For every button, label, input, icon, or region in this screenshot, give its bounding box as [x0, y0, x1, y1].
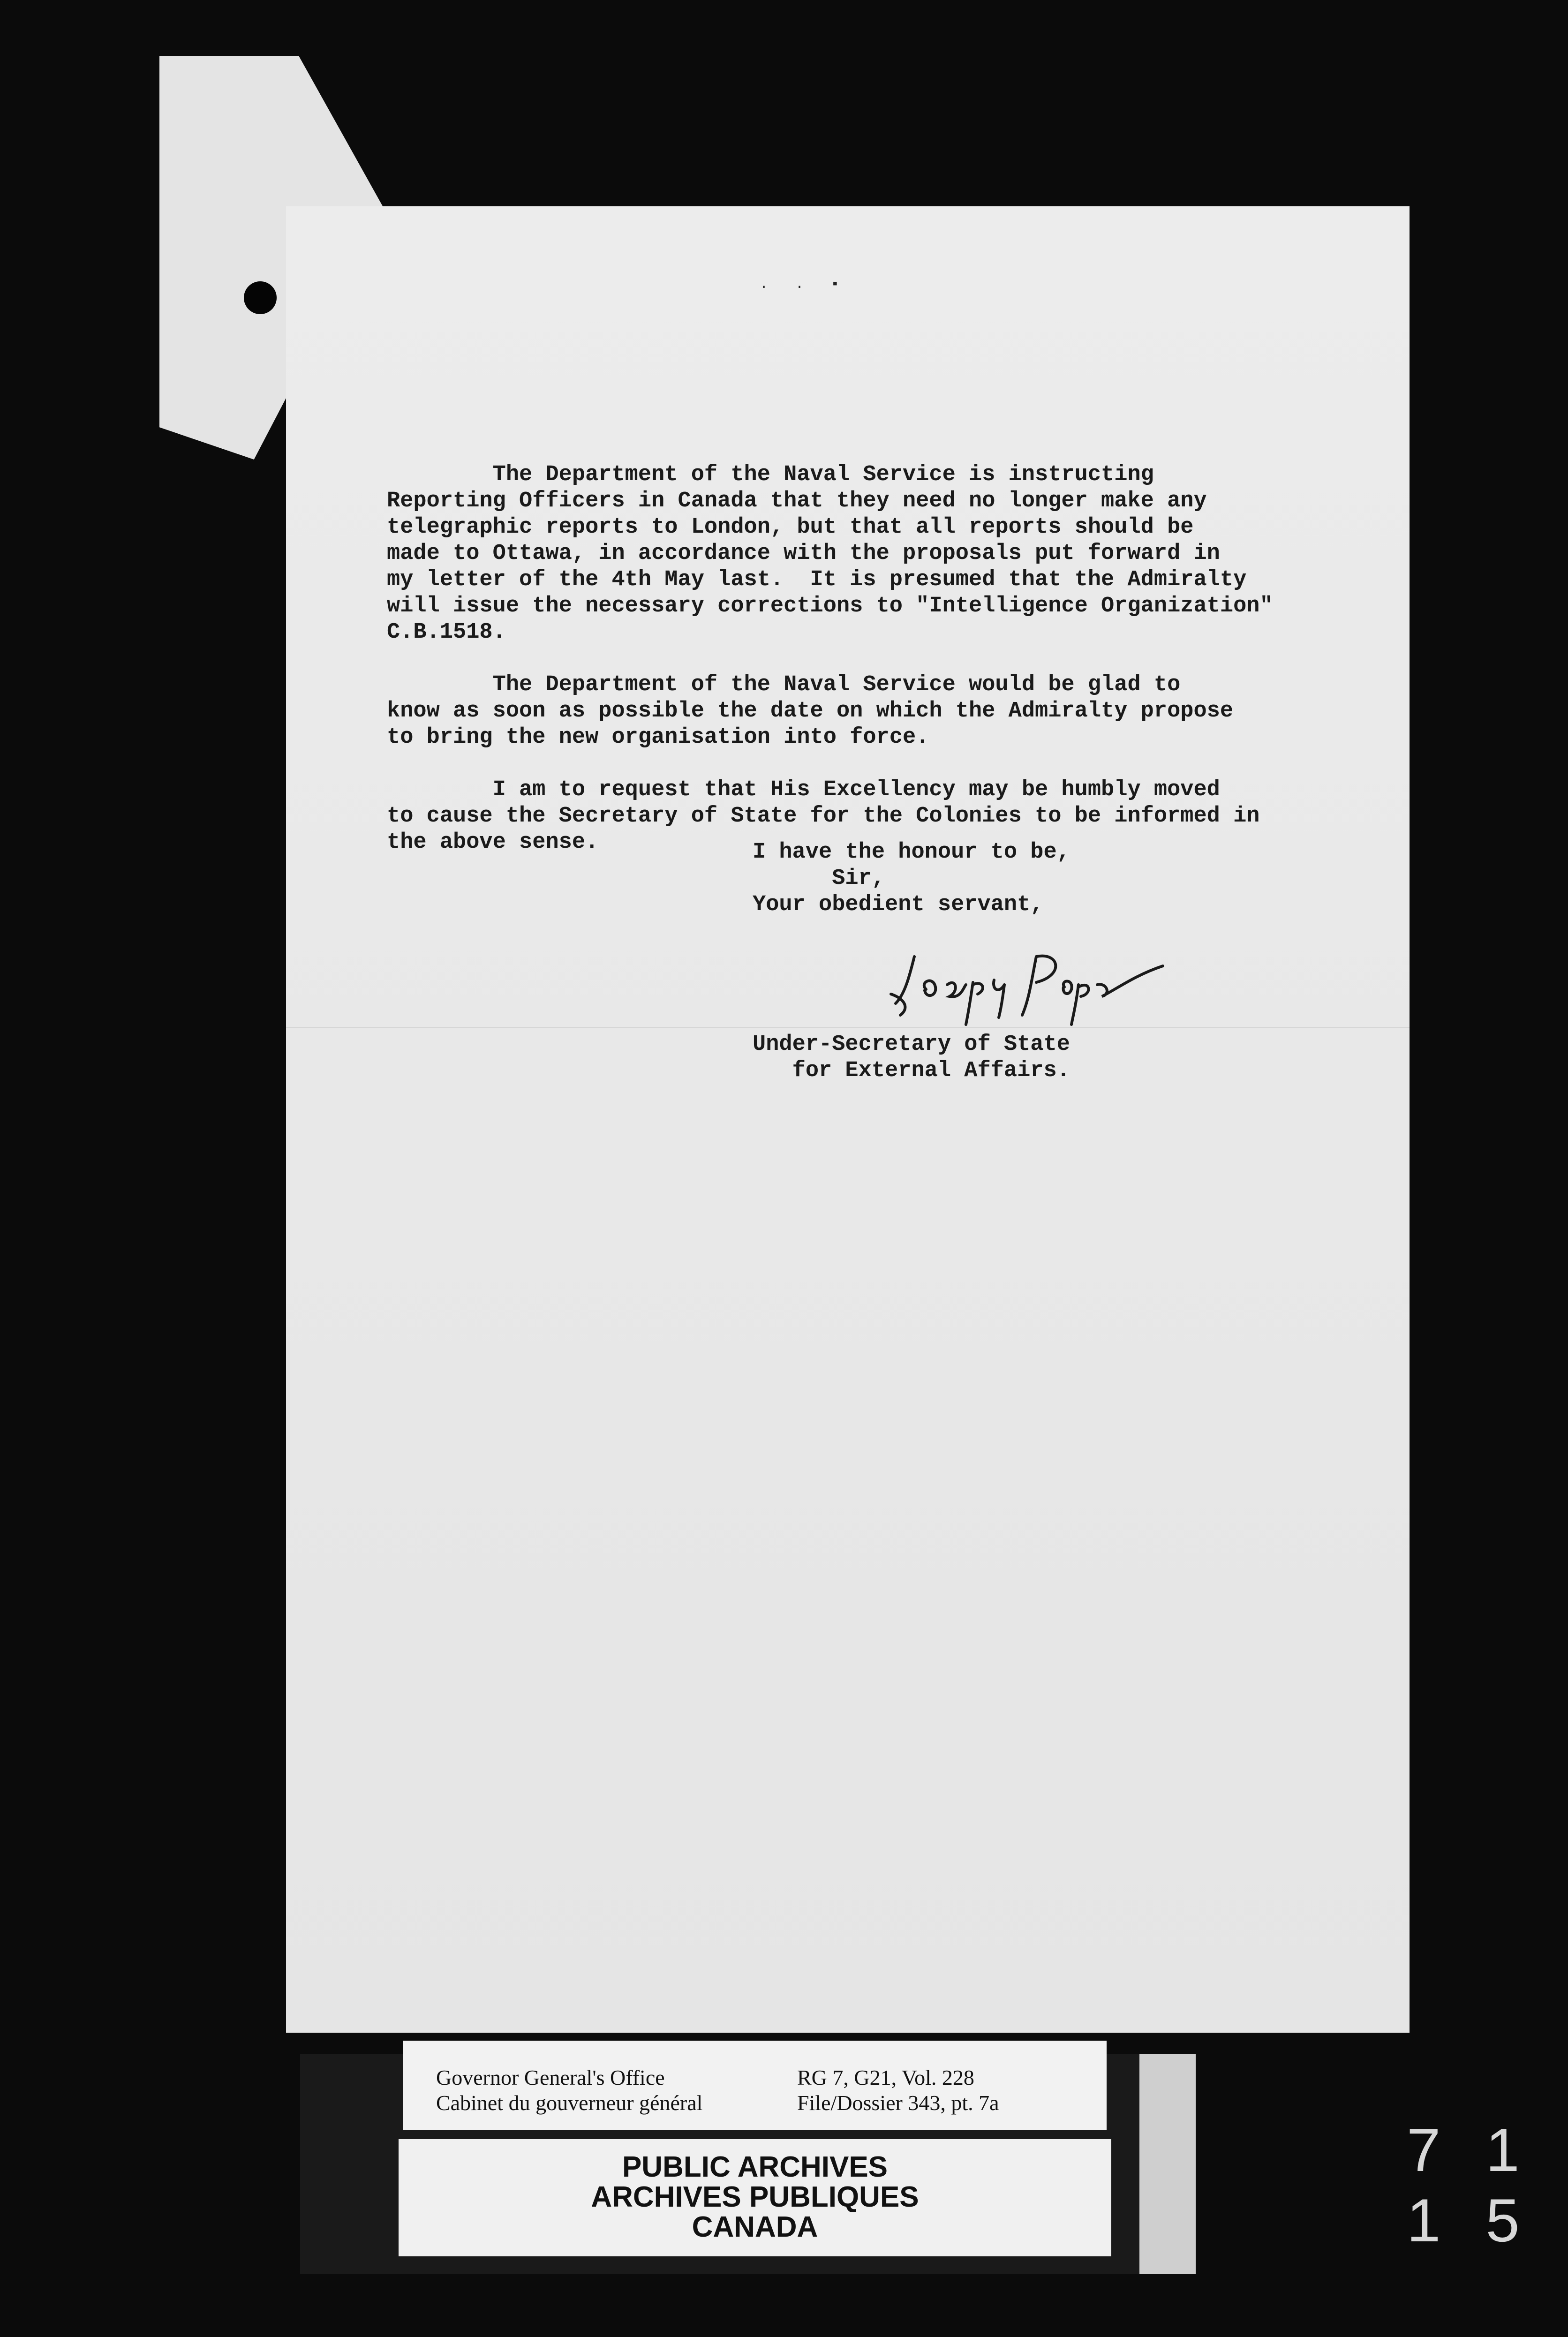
label-edge — [1139, 2054, 1196, 2274]
paragraph-request: I am to request that His Excellency may be humbly moved to cause the Secretary of State for the Colonies to be informed in the above sense. — [387, 777, 1260, 855]
handwritten-signature — [882, 938, 1172, 1027]
paper-fold-line — [286, 1027, 1410, 1028]
ink-specks: . . ▪ — [760, 277, 849, 293]
signatory-title: Under-Secretary of State for External Affairs. — [753, 1032, 1070, 1083]
letter-page — [286, 206, 1410, 2033]
archives-line-fr: ARCHIVES PUBLIQUES — [591, 2181, 919, 2213]
paragraph-reporting-officers: The Department of the Naval Service is instructing Reporting Officers in Canada that they need no longer make any telegraphic reports to London, but that all reports should be made to Ottawa, in accordance with the proposals put forward in my letter of the 4th May last. It is presumed that the Admiralty will issue the necessary corrections to "Intelligence Organization" C.B.1518. — [387, 462, 1273, 645]
office-english: Governor General's Office — [436, 2066, 665, 2089]
reference-label — [403, 2041, 1107, 2130]
letter-closing: I have the honour to be, Sir, Your obedient servant, — [753, 840, 1070, 917]
punch-hole — [244, 281, 277, 314]
letter-body — [387, 462, 1372, 882]
record-reference — [797, 2065, 999, 2116]
office-french: Cabinet du gouverneur général — [436, 2091, 703, 2115]
office-names — [436, 2065, 702, 2116]
microfilm-frame-number: 7 1 1 5 — [1407, 2116, 1534, 2254]
archives-line-country: CANADA — [692, 2211, 818, 2243]
paragraph-organisation-date: The Department of the Naval Service would be glad to know as soon as possible the date on which the Admiralty propose to bring the new organisation into force. — [387, 672, 1234, 750]
public-archives-stamp — [399, 2139, 1111, 2256]
record-group: RG 7, G21, Vol. 228 — [797, 2066, 974, 2089]
file-number: File/Dossier 343, pt. 7a — [797, 2091, 999, 2115]
archives-line-en: PUBLIC ARCHIVES — [622, 2151, 888, 2183]
